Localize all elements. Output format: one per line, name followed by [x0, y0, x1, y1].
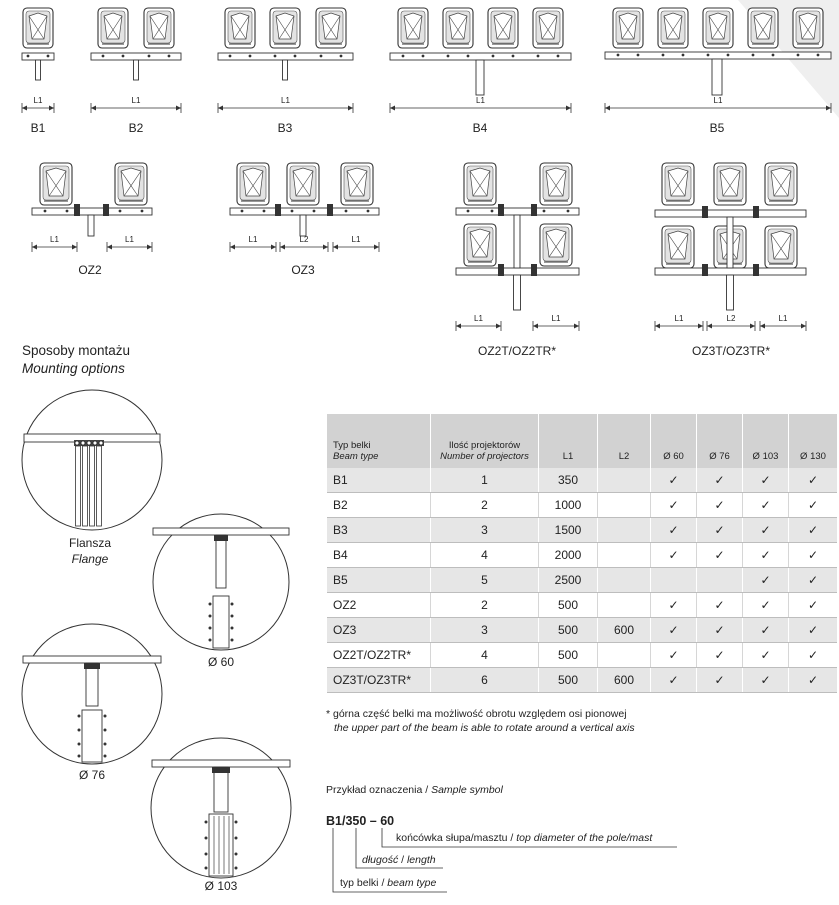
cell-beam-type: OZ2 — [327, 593, 431, 618]
cell-d76: ✓ — [697, 468, 743, 493]
cell-d60: ✓ — [651, 618, 697, 643]
dimension-label: L1 — [125, 235, 134, 244]
cell-d130: ✓ — [789, 543, 838, 568]
cell-d76: ✓ — [697, 493, 743, 518]
dimension-label: L1 — [713, 96, 723, 105]
cell-l2: 600 — [598, 618, 651, 643]
cell-d60: ✓ — [651, 493, 697, 518]
cell-d103: ✓ — [743, 618, 789, 643]
cell-l1: 1000 — [539, 493, 598, 518]
cell-d60: ✓ — [651, 518, 697, 543]
cell-projector-count: 4 — [431, 543, 539, 568]
header-d130: Ø 130 — [789, 414, 838, 468]
d103-label: Ø 103 — [204, 879, 238, 893]
cell-d76: ✓ — [697, 593, 743, 618]
dimension-label: L1 — [674, 314, 684, 323]
rotation-note-en: the upper part of the beam is able to rotate around a vertical axis — [334, 722, 635, 734]
cell-l1: 500 — [539, 668, 598, 693]
cell-beam-type: OZ2T/OZ2TR* — [327, 643, 431, 668]
sample-title-en: Sample symbol — [431, 784, 503, 796]
cell-d130: ✓ — [789, 518, 838, 543]
flange-label-en: Flange — [71, 552, 109, 566]
dimension-label: L1 — [351, 235, 361, 244]
dimension-label: L1 — [131, 96, 141, 105]
cell-beam-type: OZ3T/OZ3TR* — [327, 668, 431, 693]
config-label-oz2: OZ2 — [78, 263, 102, 277]
cell-d103: ✓ — [743, 568, 789, 593]
dimension-label: L1 — [551, 314, 561, 323]
cell-d60: ✓ — [651, 593, 697, 618]
header-l1: L1 — [539, 414, 598, 468]
cell-d103: ✓ — [743, 543, 789, 568]
sample-legend-type: typ belki / beam type — [340, 877, 437, 889]
cell-beam-type: OZ3 — [327, 618, 431, 643]
cell-d103: ✓ — [743, 593, 789, 618]
cell-d103: ✓ — [743, 493, 789, 518]
cell-projector-count: 3 — [431, 518, 539, 543]
cell-projector-count: 5 — [431, 568, 539, 593]
legend-pole-en: top diameter of the pole/mast — [516, 832, 653, 844]
cell-projector-count: 4 — [431, 643, 539, 668]
config-label-oz3t: OZ3T/OZ3TR* — [691, 344, 771, 358]
cell-d130: ✓ — [789, 468, 838, 493]
header-projector-count-pl: Ilość projektorów — [448, 440, 521, 451]
cell-d60: ✓ — [651, 543, 697, 568]
config-label-b4: B4 — [472, 121, 488, 135]
legend-type-pl: typ belki — [340, 877, 379, 889]
cell-l1: 1500 — [539, 518, 598, 543]
cell-d130: ✓ — [789, 618, 838, 643]
d60-label: Ø 60 — [207, 655, 235, 669]
cell-projector-count: 6 — [431, 668, 539, 693]
cell-d76: ✓ — [697, 668, 743, 693]
config-label-b5: B5 — [709, 121, 725, 135]
dimension-label: L1 — [474, 314, 483, 323]
config-label-b3: B3 — [277, 121, 293, 135]
mounting-title-pl: Sposoby montażu — [22, 343, 131, 358]
cell-d130: ✓ — [789, 593, 838, 618]
cell-d60: ✓ — [651, 643, 697, 668]
header-beam-type-en: Beam type — [333, 451, 379, 462]
cell-d76: ✓ — [697, 543, 743, 568]
legend-length-pl: długość — [362, 854, 399, 866]
legend-length-en: length — [406, 854, 436, 866]
cell-l1: 500 — [539, 643, 598, 668]
cell-beam-type: B2 — [327, 493, 431, 518]
config-label-oz3: OZ3 — [291, 263, 315, 277]
cell-l1: 500 — [539, 618, 598, 643]
cell-d103: ✓ — [743, 668, 789, 693]
dimension-label: L2 — [726, 314, 736, 323]
cell-d130: ✓ — [789, 668, 838, 693]
dimension-label: L1 — [33, 96, 43, 105]
cell-d130: ✓ — [789, 643, 838, 668]
cell-beam-type: B3 — [327, 518, 431, 543]
header-d76: Ø 76 — [697, 414, 743, 468]
cell-beam-type: B1 — [327, 468, 431, 493]
cell-d130: ✓ — [789, 493, 838, 518]
mounting-title-en: Mounting options — [22, 361, 125, 376]
dimension-label: L1 — [476, 96, 485, 105]
flange-label-pl: Flansza — [68, 536, 112, 550]
cell-d130: ✓ — [789, 568, 838, 593]
cell-d76: ✓ — [697, 643, 743, 668]
header-l2: L2 — [598, 414, 651, 468]
cell-l1: 2000 — [539, 543, 598, 568]
cell-d60: ✓ — [651, 668, 697, 693]
header-d60: Ø 60 — [651, 414, 697, 468]
cell-d60: ✓ — [651, 468, 697, 493]
dimension-label: L1 — [281, 96, 290, 105]
dimension-label: L2 — [299, 235, 309, 244]
config-label-oz2t: OZ2T/OZ2TR* — [477, 344, 557, 358]
config-label-b1: B1 — [30, 121, 46, 135]
legend-type-en: beam type — [387, 877, 437, 889]
cell-l1: 500 — [539, 593, 598, 618]
cell-d103: ✓ — [743, 518, 789, 543]
rotation-note-pl: * górna część belki ma możliwość obrotu względem osi pionowej — [326, 708, 627, 720]
header-d103: Ø 103 — [743, 414, 789, 468]
cell-projector-count: 2 — [431, 593, 539, 618]
sample-code: B1/350 – 60 — [326, 814, 395, 828]
sample-title-pl: Przykład oznaczenia — [326, 784, 423, 796]
header-projector-count-en: Number of projectors — [440, 451, 529, 462]
sample-legend-length: długość / length — [362, 854, 436, 866]
cell-beam-type: B4 — [327, 543, 431, 568]
cell-l1: 350 — [539, 468, 598, 493]
cell-l2: 600 — [598, 668, 651, 693]
cell-d76: ✓ — [697, 618, 743, 643]
config-label-b2: B2 — [128, 121, 144, 135]
header-beam-type-pl: Typ belki — [333, 440, 371, 451]
cell-d103: ✓ — [743, 468, 789, 493]
cell-d103: ✓ — [743, 643, 789, 668]
d76-label: Ø 76 — [78, 768, 106, 782]
dimension-label: L1 — [778, 314, 788, 323]
cell-projector-count: 1 — [431, 468, 539, 493]
dimension-label: L1 — [50, 235, 59, 244]
cell-l1: 2500 — [539, 568, 598, 593]
sample-symbol-title: Przykład oznaczenia / Sample symbol — [326, 784, 503, 796]
cell-d76: ✓ — [697, 518, 743, 543]
cell-projector-count: 2 — [431, 493, 539, 518]
sample-legend-pole: końcówka słupa/masztu / top diameter of the pole/mast — [396, 832, 653, 844]
legend-pole-pl: końcówka słupa/masztu — [396, 832, 508, 844]
dimension-label: L1 — [248, 235, 258, 244]
cell-projector-count: 3 — [431, 618, 539, 643]
cell-beam-type: B5 — [327, 568, 431, 593]
